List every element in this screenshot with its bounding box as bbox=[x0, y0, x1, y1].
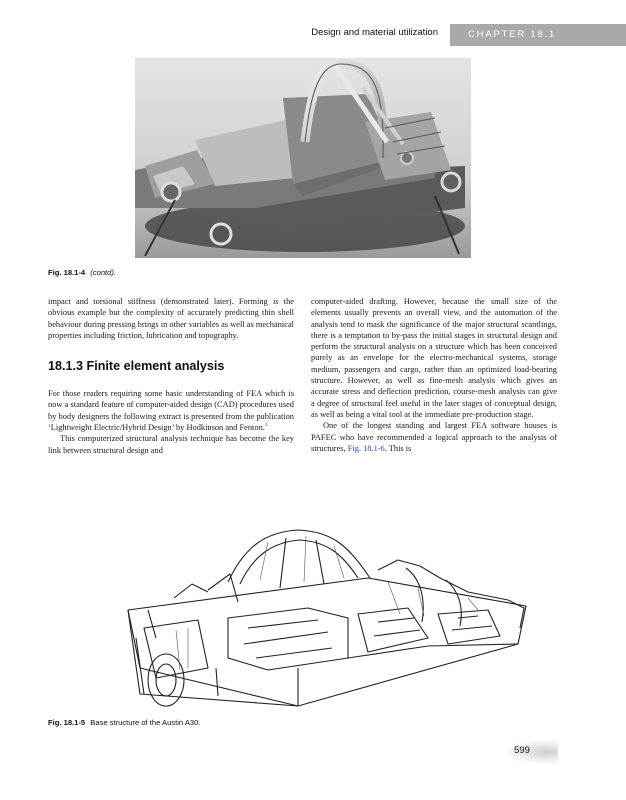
header-chapter-label: CHAPTER 18.1 bbox=[450, 24, 626, 46]
paragraph: impact and torsional stiffness (demonstrated later). Forming is the obvious example but the complexity of accurately predicting thin shell behaviour during pressing brings in other variables as well as mechanical properties including friction, lubrication and topography. bbox=[48, 297, 294, 340]
paragraph: This computerized structural analysis technique has become the key link between structural design and bbox=[48, 434, 294, 455]
paragraph bbox=[311, 420, 557, 454]
section-heading: 18.1.3 Finite element analysis bbox=[48, 359, 225, 374]
figure-link[interactable]: Fig. 18.1-6 bbox=[347, 443, 385, 453]
figure-austin-a30-drawing bbox=[48, 518, 558, 710]
left-column bbox=[48, 296, 294, 456]
header-section-title: Design and material utilization bbox=[311, 27, 438, 38]
figure-caption-bottom bbox=[48, 718, 200, 727]
page-number-tab bbox=[504, 739, 558, 765]
reference-superscript[interactable]: 3 bbox=[264, 422, 268, 429]
paragraph bbox=[48, 388, 294, 433]
right-column bbox=[311, 296, 557, 454]
paragraph-text: . This is bbox=[384, 443, 412, 453]
figure-label-bottom: Fig. 18.1-5 bbox=[48, 718, 86, 727]
figure-label-top: Fig. 18.1-4 bbox=[48, 268, 86, 277]
paragraph: computer-aided drafting. However, because the small size of the elements usually prevents an overall view, and the automation of the analysis tend to mask the significance of the major structural scantlings, there is a temptation to by-pass the initial stages in structural design and perform the structural analysis on a structure which has been conceived purely as an envelope for the electro-mechanical systems, storage medium, passengers and cargo, rather than an optimized load-bearing structure. However, as well as fine-mesh analysis which gives an accurate stress and deflection prediction, course-mesh analysis can give a degree of structural feel useful in the later stages of conceptual design, as well as being a vital tool at the immediate pre-production stage. bbox=[311, 297, 557, 419]
figure-caption-text-bottom: Base structure of the Austin A30. bbox=[90, 718, 201, 727]
figure-caption-top bbox=[48, 268, 116, 277]
paragraph-text: For those readers requiring some basic understanding of FEA which is now a standard feature of computer-aided design (CAD) procedures used by body designers the following extract is presented from the publication ‘Lightweight Electric/Hybrid Design’ by Hodkinson and Fenton. bbox=[48, 389, 294, 433]
paragraph-text: One of the longest standing and largest FEA software houses is PAFEC who have recommended a logical approach to the analysis of structures, bbox=[311, 421, 557, 453]
figure-chassis-photo bbox=[135, 58, 471, 258]
running-header bbox=[0, 24, 626, 46]
page-number: 599 bbox=[514, 745, 530, 756]
figure-caption-text-top: (contd). bbox=[90, 268, 117, 277]
